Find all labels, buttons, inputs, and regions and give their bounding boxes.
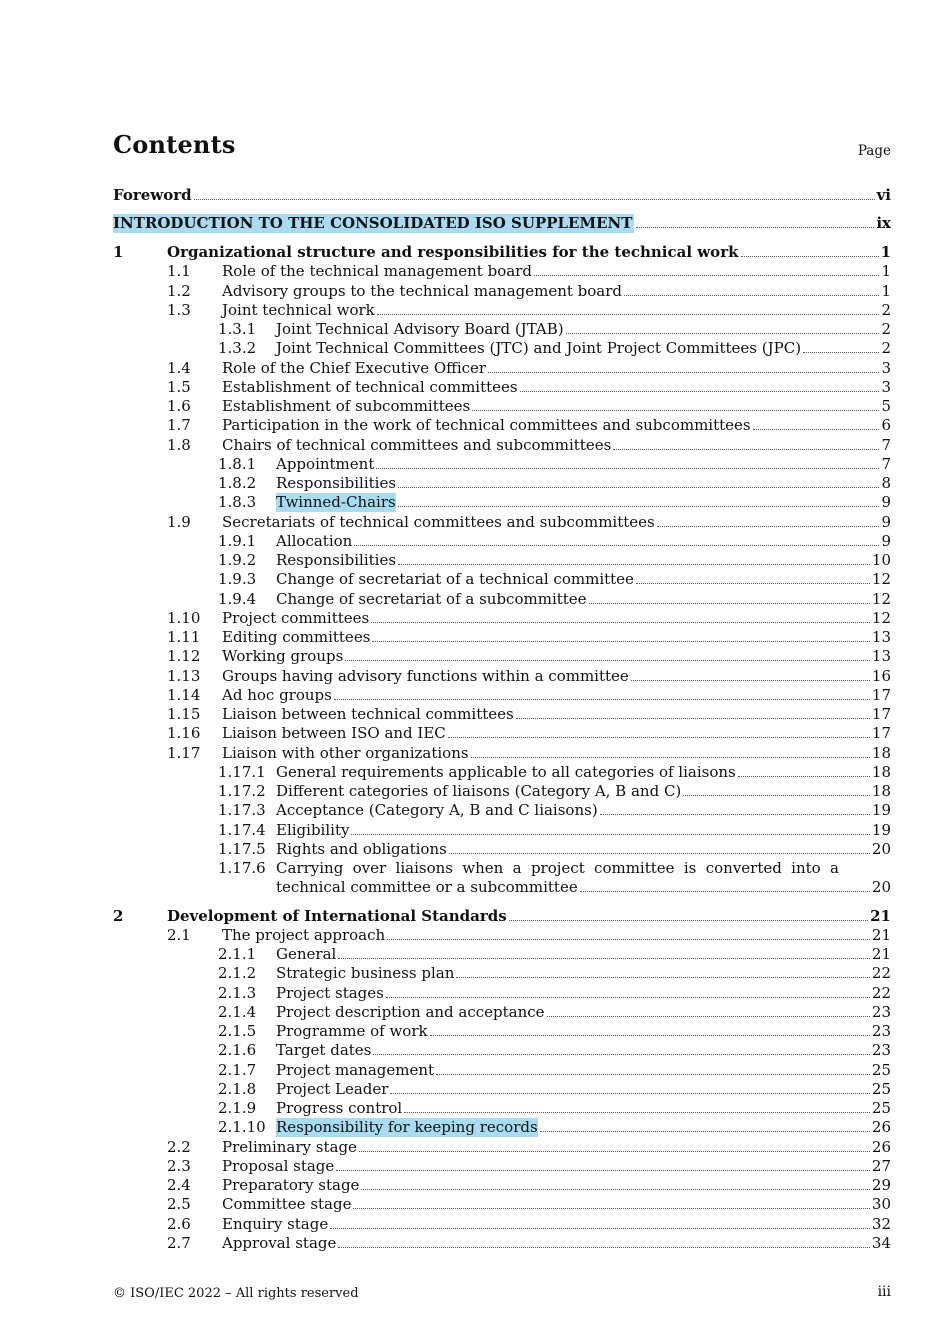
toc-entry[interactable] [113, 436, 891, 455]
toc-entry-number: 1.9.2 [218, 551, 257, 569]
toc-entry-page: 16 [871, 666, 891, 685]
toc-entry[interactable] [113, 647, 891, 666]
toc-entry-number: 2.1.2 [218, 964, 257, 983]
toc-entry-title: Proposal stage [222, 1156, 335, 1175]
toc-entry[interactable] [113, 686, 891, 705]
toc-entry-number: 1.7 [167, 416, 191, 435]
toc-entry-page: 1 [880, 243, 891, 261]
toc-entry-page: 12 [871, 589, 891, 608]
dot-leader [613, 449, 879, 450]
toc-entry-number: 1.3 [167, 300, 191, 319]
toc-entry-page: 6 [881, 416, 891, 435]
toc-entry-title: Project stages [276, 983, 384, 1002]
toc-entry-number: 1.15 [167, 705, 201, 723]
dot-leader [624, 295, 879, 296]
toc-entry[interactable] [113, 282, 891, 301]
toc-entry-number: 1.10 [167, 608, 201, 627]
toc-entry[interactable] [113, 907, 891, 926]
toc-entry-page: 3 [881, 358, 891, 377]
toc-entry-page: 23 [871, 1041, 891, 1060]
toc-entry[interactable] [113, 859, 891, 897]
toc-entry-title: Programme of work [276, 1022, 428, 1040]
toc-entry-number: 1.5 [167, 377, 191, 396]
toc-entry-page: 9 [881, 531, 891, 550]
toc-entry-number: 1.8.2 [218, 474, 257, 492]
dot-leader [338, 1247, 870, 1248]
dot-leader [580, 891, 870, 892]
toc-entry-number: 2.2 [167, 1137, 191, 1156]
toc-entry-number: 1.4 [167, 358, 191, 377]
toc-entry-title: General [276, 945, 337, 963]
toc-entry-title: Working groups [222, 647, 344, 666]
toc-entry[interactable] [113, 782, 891, 801]
toc-entry-page: 18 [871, 743, 891, 762]
toc-entry-page: 12 [871, 570, 891, 589]
toc-entry[interactable] [113, 590, 891, 609]
toc-entry[interactable] [113, 493, 891, 512]
dot-leader [398, 564, 870, 565]
dot-leader [741, 256, 879, 257]
dot-leader [361, 1189, 869, 1190]
toc-entry-title: Allocation [276, 531, 353, 550]
toc-entry-page: 17 [871, 724, 891, 743]
toc-entry-title: Secretariats of technical committees and subcommittees [222, 512, 655, 531]
toc-entry-title: Enquiry stage [222, 1214, 329, 1233]
toc-entry-title: Project committees [222, 608, 370, 627]
dot-leader [683, 795, 870, 796]
toc-entry[interactable] [113, 705, 891, 724]
toc-entry[interactable] [113, 1215, 891, 1234]
toc-entry-page: 30 [871, 1195, 891, 1214]
toc-entry-title: General requirements applicable to all categories of liaisons [276, 762, 736, 781]
toc-entry[interactable] [113, 359, 891, 378]
toc-entry-title: Responsibilities [276, 551, 397, 569]
toc-entry[interactable] [113, 186, 891, 205]
footer-copyright: © ISO/IEC 2022 – All rights reserved [113, 1286, 359, 1301]
toc-entry-number: 1.8.1 [218, 454, 257, 473]
toc-entry-page: 20 [871, 878, 891, 896]
toc-entry-number: 2.5 [167, 1195, 191, 1214]
dot-leader [353, 1208, 869, 1209]
dot-leader [472, 410, 879, 411]
toc-entry[interactable] [113, 243, 891, 262]
dot-leader [398, 487, 879, 488]
toc-entry-title: Development of International Standards [167, 906, 507, 925]
toc-entry-page: 21 [871, 945, 891, 963]
toc-entry-title: Foreword [113, 186, 192, 204]
dot-leader [600, 814, 870, 815]
dot-leader [803, 352, 879, 353]
toc-entry-number: 2.1.5 [218, 1022, 257, 1040]
page-title: Contents [113, 130, 236, 159]
dot-leader [330, 1228, 870, 1229]
toc-entry-title: Joint Technical Committees (JTC) and Joint Project Committees (JPC) [276, 339, 802, 358]
toc-entry-title: Participation in the work of technical committees and subcommittees [222, 416, 751, 435]
dot-leader [636, 583, 870, 584]
toc-entry-page: 25 [871, 1079, 891, 1098]
toc-entry-number: 1.8.3 [218, 493, 257, 512]
dot-leader [345, 660, 870, 661]
toc-entry-title: Liaison between ISO and IEC [222, 724, 446, 743]
toc-entry-page: 2 [881, 300, 891, 319]
dot-leader [448, 737, 870, 738]
toc-entry-page: 7 [881, 454, 891, 473]
toc-entry[interactable] [113, 301, 891, 320]
dot-leader [631, 680, 870, 681]
toc-entry-number: 2.3 [167, 1156, 191, 1175]
dot-leader [354, 545, 879, 546]
toc-entry[interactable] [113, 744, 891, 763]
toc-entry-page: 5 [881, 397, 891, 415]
dot-leader [657, 526, 880, 527]
toc-entry-page: 10 [871, 551, 891, 569]
toc-entry-number: 1.1 [167, 262, 191, 281]
toc-entry-title: Chairs of technical committees and subcommittees [222, 435, 612, 454]
toc-entry-page: 29 [871, 1176, 891, 1194]
toc-entry[interactable] [113, 926, 891, 945]
dot-leader [372, 641, 870, 642]
toc-entry-title: Responsibilities [276, 474, 397, 492]
dot-leader [373, 1054, 870, 1055]
toc-entry-number: 2.1.6 [218, 1041, 257, 1060]
toc-entry[interactable] [113, 1099, 891, 1118]
toc-entry-number: 2.1.3 [218, 983, 257, 1002]
toc-entry-number: 1.13 [167, 666, 201, 685]
toc-entry-number: 1.12 [167, 647, 201, 666]
dot-leader [540, 1131, 870, 1132]
toc-entry-page: 26 [871, 1118, 891, 1137]
dot-leader [471, 757, 870, 758]
toc-entry-title: Joint Technical Advisory Board (JTAB) [276, 320, 564, 338]
toc-entry-number: 1.6 [167, 397, 191, 415]
toc-entry-page: 9 [881, 493, 891, 512]
toc-entry-number: 2.1.9 [218, 1099, 257, 1117]
toc-entry[interactable] [113, 416, 891, 435]
dot-leader [338, 958, 870, 959]
toc-entry-number: 1.9.3 [218, 570, 257, 589]
dot-leader [456, 977, 870, 978]
dot-leader [390, 1093, 869, 1094]
toc-entry-title: Committee stage [222, 1195, 352, 1214]
page-column-label: Page [857, 143, 891, 159]
toc-entry-number: 2.7 [167, 1233, 191, 1252]
toc-entry-number: 1.17.4 [218, 820, 266, 839]
toc-entry[interactable] [113, 532, 891, 551]
toc-entry-number: 1.16 [167, 724, 201, 743]
toc-entry-page: 21 [870, 906, 891, 925]
toc-entry-page: 1 [881, 262, 891, 281]
toc-entry[interactable] [113, 1061, 891, 1080]
toc-entry-number: 2.1.4 [218, 1002, 257, 1021]
dot-leader [398, 506, 880, 507]
dot-leader [436, 1074, 870, 1075]
toc-entry[interactable] [113, 1157, 891, 1176]
toc-entry[interactable] [113, 1022, 891, 1041]
toc-entry-page: 13 [871, 647, 891, 666]
toc-entry-page: 21 [871, 925, 891, 944]
dot-leader [376, 468, 879, 469]
dot-leader [753, 429, 880, 430]
toc-entry-title: Organizational structure and responsibilities for the technical work [167, 243, 739, 261]
toc-entry[interactable] [113, 262, 891, 281]
toc-entry-number: 1.3.1 [218, 320, 257, 338]
dot-leader [371, 622, 870, 623]
toc-entry-page: 8 [881, 474, 891, 492]
toc-entry-number: 2.1.7 [218, 1060, 257, 1079]
dot-leader [738, 776, 870, 777]
toc-entry-page: ix [876, 214, 891, 232]
dot-leader [520, 391, 880, 392]
toc-entry[interactable] [113, 1041, 891, 1060]
toc-entry-title: Liaison between technical committees [222, 705, 514, 723]
toc-entry-title: INTRODUCTION TO THE CONSOLIDATED ISO SUPPLEMENT [113, 214, 633, 232]
dot-leader [336, 1170, 870, 1171]
toc-entry[interactable] [113, 840, 891, 859]
toc-entry-title: Rights and obligations [276, 839, 447, 858]
toc-entry-page: 3 [881, 377, 891, 396]
toc-entry-title: Carrying over liaisons when a project committee is converted into a [276, 859, 839, 877]
toc-entry-number: 2.1.1 [218, 945, 257, 963]
toc-entry-page: 22 [871, 983, 891, 1002]
toc-entry-page: 17 [871, 705, 891, 723]
toc-entry-number: 1.17.3 [218, 801, 266, 820]
toc-entry-title: Role of the technical management board [222, 262, 532, 281]
toc-entry-title: Liaison with other organizations [222, 743, 469, 762]
toc-entry-page: 23 [871, 1022, 891, 1040]
toc-entry[interactable] [113, 214, 891, 233]
toc-entry[interactable] [113, 945, 891, 964]
toc-entry-page: 18 [871, 762, 891, 781]
toc-entry-title: Preliminary stage [222, 1137, 357, 1156]
toc-entry-number: 1.9.4 [218, 589, 257, 608]
toc-entry-title: Joint technical work [222, 300, 375, 319]
toc-entry[interactable] [113, 984, 891, 1003]
toc-entry[interactable] [113, 320, 891, 339]
toc-entry-number: 1.17 [167, 743, 201, 762]
toc-entry-page: 22 [871, 964, 891, 983]
toc-entry-page: 12 [871, 608, 891, 627]
toc-entry-title: Different categories of liaisons (Category A, B and C) [276, 782, 682, 800]
toc-entry-number: 1.17.5 [218, 839, 266, 858]
toc-entry[interactable] [113, 1118, 891, 1137]
toc-entry-title: Approval stage [222, 1233, 337, 1252]
toc-entry[interactable] [113, 1195, 891, 1214]
toc-entry-page: 2 [881, 339, 891, 358]
toc-entry-title: Change of secretariat of a subcommittee [276, 589, 587, 608]
toc-entry-number: 2 [113, 906, 124, 925]
dot-leader [387, 939, 870, 940]
toc-entry[interactable] [113, 801, 891, 820]
toc-entry-title: Preparatory stage [222, 1176, 360, 1194]
dot-leader [516, 718, 870, 719]
toc-entry-page: 9 [881, 512, 891, 531]
dot-leader [377, 314, 880, 315]
toc-entry[interactable] [113, 455, 891, 474]
toc-entry[interactable] [113, 628, 891, 647]
toc-entry-number: 2.4 [167, 1176, 191, 1194]
toc-entry-number: 1.2 [167, 281, 191, 300]
toc-entry-number: 1.3.2 [218, 339, 257, 358]
toc-entry[interactable] [113, 570, 891, 589]
toc-entry-page: 27 [871, 1156, 891, 1175]
toc-entry-title: The project approach [222, 925, 386, 944]
toc-entry-page: 17 [871, 685, 891, 704]
toc-entry-page: vi [876, 186, 891, 204]
toc-entry-page: 13 [871, 628, 891, 646]
toc-entry[interactable] [113, 724, 891, 743]
toc-entry[interactable] [113, 1003, 891, 1022]
toc-entry-page: 1 [881, 281, 891, 300]
toc-entry-title: Responsibility for keeping records [276, 1118, 538, 1137]
toc-entry-title: Progress control [276, 1099, 403, 1117]
dot-leader [430, 1035, 870, 1036]
toc-entry-number: 2.1.8 [218, 1079, 257, 1098]
toc-entry[interactable] [113, 397, 891, 416]
toc-entry-page: 19 [871, 820, 891, 839]
dot-leader [351, 834, 869, 835]
toc-entry[interactable] [113, 821, 891, 840]
dot-leader [547, 1016, 870, 1017]
dot-leader [509, 920, 868, 921]
toc-entry[interactable] [113, 378, 891, 397]
toc-entry-page: 32 [871, 1214, 891, 1233]
toc-entry[interactable] [113, 609, 891, 628]
dot-leader [449, 853, 870, 854]
toc-entry-page: 20 [871, 839, 891, 858]
toc-entry-title: Project description and acceptance [276, 1002, 545, 1021]
toc-entry[interactable] [113, 1080, 891, 1099]
toc-entry-number: 1.17.6 [218, 859, 266, 877]
toc-entry-title: Twinned-Chairs [276, 493, 396, 512]
toc-entry-page: 7 [881, 435, 891, 454]
toc-entry-number: 1.9 [167, 512, 191, 531]
toc-entry-number: 1.9.1 [218, 531, 257, 550]
toc-entry-page: 34 [871, 1233, 891, 1252]
toc-entry-number: 1.11 [167, 628, 201, 646]
toc-entry-title: Advisory groups to the technical management board [222, 281, 623, 300]
toc-entry-title: Change of secretariat of a technical committee [276, 570, 634, 589]
toc-entry[interactable] [113, 667, 891, 686]
toc-entry-title: Establishment of subcommittees [222, 397, 471, 415]
toc-entry-number: 1.8 [167, 435, 191, 454]
toc-entry[interactable] [113, 964, 891, 983]
dot-leader [404, 1112, 870, 1113]
toc-entry-page: 18 [871, 782, 891, 800]
toc-entry-number: 1 [113, 243, 124, 261]
toc-entry-title: Establishment of technical committees [222, 377, 518, 396]
toc-entry-title: Target dates [276, 1041, 372, 1060]
toc-entry-number: 1.17.2 [218, 782, 266, 800]
toc-entry[interactable] [113, 339, 891, 358]
toc-entry-page: 25 [871, 1060, 891, 1079]
dot-leader [386, 997, 870, 998]
dot-leader [488, 372, 879, 373]
dot-leader [334, 699, 870, 700]
dot-leader [636, 227, 874, 228]
toc-entry-number: 1.17.1 [218, 762, 266, 781]
toc-entry-title: Ad hoc groups [222, 685, 332, 704]
footer-page-number: iii [877, 1284, 891, 1300]
toc-entry-page: 23 [871, 1002, 891, 1021]
toc-entry-title: Strategic business plan [276, 964, 455, 983]
dot-leader [534, 275, 880, 276]
toc-entry[interactable] [113, 763, 891, 782]
toc-entry[interactable] [113, 513, 891, 532]
toc-entry-number: 2.6 [167, 1214, 191, 1233]
toc-entry-title: Appointment [276, 454, 375, 473]
toc-entry-title: Eligibility [276, 820, 350, 839]
toc-entry-title: Editing committees [222, 628, 371, 646]
dot-leader [566, 333, 880, 334]
toc-entry-page: 2 [881, 320, 891, 338]
toc-entry-number: 2.1.10 [218, 1118, 266, 1137]
toc-entry-number: 1.14 [167, 685, 201, 704]
dot-leader [589, 603, 870, 604]
toc-entry-title-continued: technical committee or a subcommittee [276, 878, 578, 896]
toc-entry-title: Role of the Chief Executive Officer [222, 358, 487, 377]
toc-entry-page: 26 [871, 1137, 891, 1156]
toc-entry-number: 2.1 [167, 925, 191, 944]
toc-entry[interactable] [113, 1234, 891, 1253]
toc-entry[interactable] [113, 1176, 891, 1195]
toc-entry[interactable] [113, 474, 891, 493]
toc-entry-page: 19 [871, 801, 891, 820]
toc-entry[interactable] [113, 551, 891, 570]
toc-entry[interactable] [113, 1138, 891, 1157]
toc-entry-title: Project management [276, 1060, 435, 1079]
dot-leader [194, 199, 875, 200]
toc-entry-title: Project Leader [276, 1079, 389, 1098]
dot-leader [359, 1151, 870, 1152]
toc-entry-title: Groups having advisory functions within a committee [222, 666, 629, 685]
toc-entry-title: Acceptance (Category A, B and C liaisons) [276, 801, 598, 820]
toc-entry-page: 25 [871, 1099, 891, 1117]
